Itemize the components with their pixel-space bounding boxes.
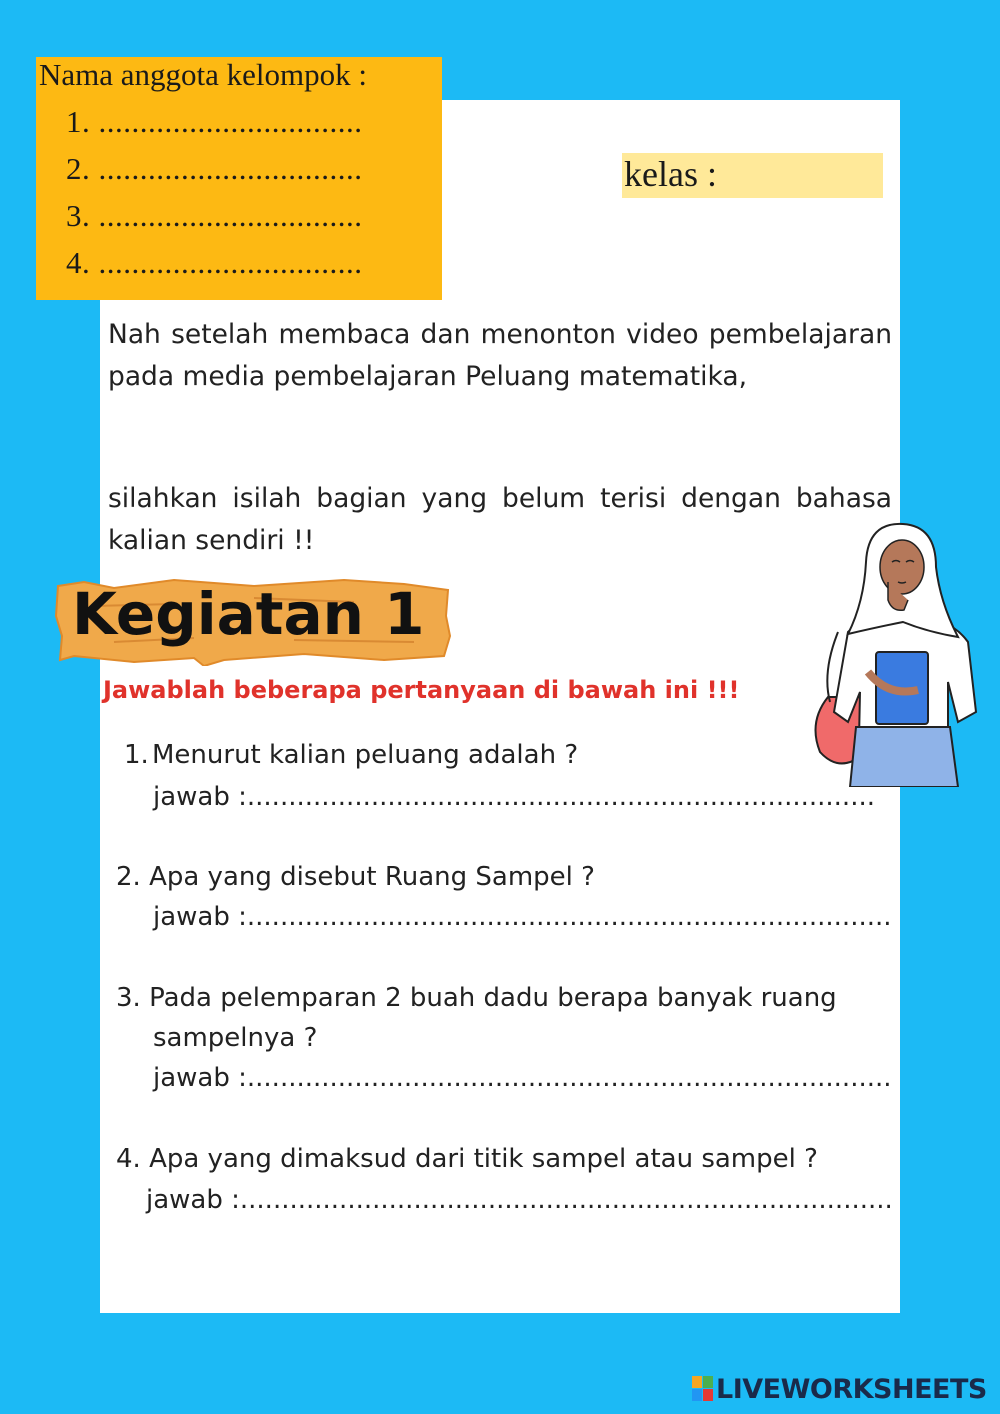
question-4-text: 4. Apa yang dimaksud dari titik sampel atau sampel ?	[116, 1144, 818, 1174]
member-line-4[interactable]: 4. ................................	[66, 245, 363, 280]
activity-instruction: Jawablah beberapa pertanyaan di bawah ini !!!	[103, 676, 740, 704]
class-field[interactable]	[622, 153, 883, 198]
answer-2-field[interactable]: jawab :..............................................................................	[153, 902, 892, 932]
group-members-box	[36, 57, 442, 300]
question-3-text-line-1: 3. Pada pelemparan 2 buah dadu berapa banyak ruang	[116, 983, 837, 1013]
answer-1-field[interactable]: jawab :............................................................................	[153, 782, 875, 812]
activity-banner	[54, 576, 452, 664]
intro-paragraph-1: Nah setelah membaca dan menonton video pembelajaran pada media pembelajaran Peluang matematika,	[108, 319, 892, 392]
intro-paragraph-2: silahkan isilah bagian yang belum terisi dengan bahasa kalian sendiri !!	[108, 483, 892, 556]
answer-4-field[interactable]: jawab :...............................................................................	[146, 1185, 893, 1215]
student-illustration-icon	[808, 522, 988, 787]
activity-title: Kegiatan 1	[72, 580, 425, 648]
question-1-number: 1.	[124, 740, 149, 770]
liveworksheets-logo	[692, 1374, 992, 1406]
liveworksheets-brand: LIVEWORKSHEETS	[716, 1374, 987, 1405]
member-line-2[interactable]: 2. ................................	[66, 151, 363, 186]
member-line-1[interactable]: 1. ................................	[66, 104, 363, 139]
question-3-text-line-2: sampelnya ?	[153, 1023, 318, 1053]
member-line-3[interactable]: 3. ................................	[66, 198, 363, 233]
answer-3-field[interactable]: jawab :..............................................................................	[153, 1063, 892, 1093]
question-2-text: 2. Apa yang disebut Ruang Sampel ?	[116, 862, 595, 892]
question-1-text: Menurut kalian peluang adalah ?	[152, 740, 579, 770]
class-label: kelas :	[624, 154, 717, 194]
liveworksheets-logo-icon	[692, 1376, 714, 1402]
group-members-title: Nama anggota kelompok :	[39, 57, 367, 92]
